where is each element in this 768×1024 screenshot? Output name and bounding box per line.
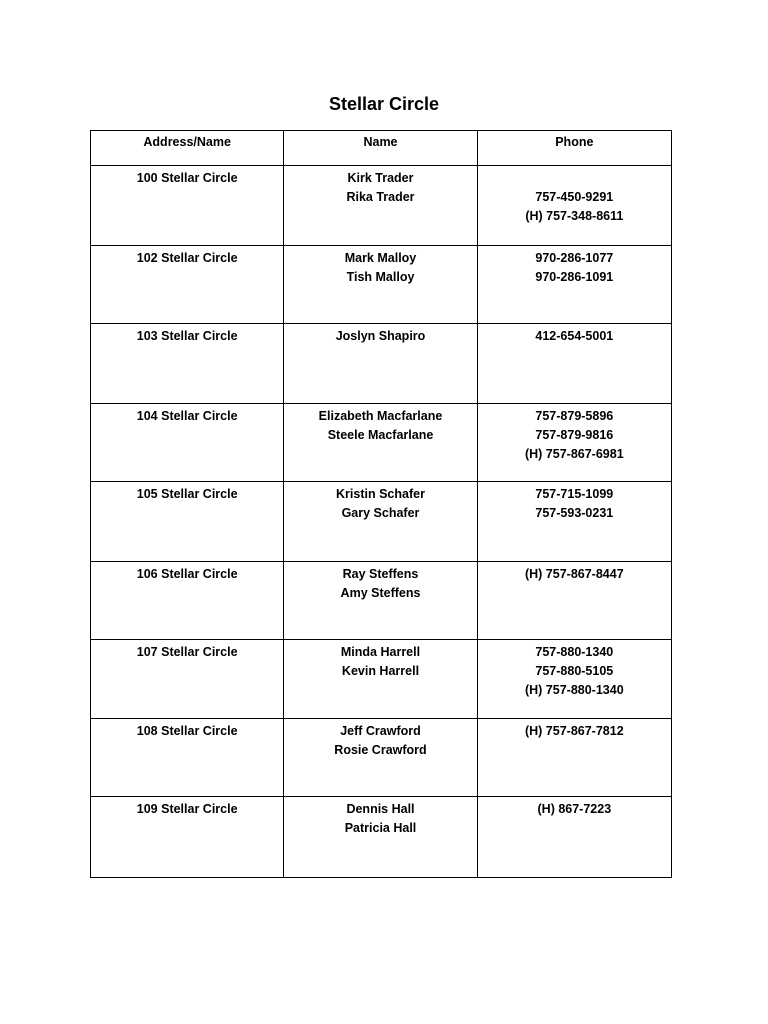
phone-cell [477,324,671,404]
table-body [91,166,672,878]
table-row [91,482,672,562]
name-cell [284,797,477,878]
resident-name: Gary Schafer [341,506,420,520]
address-cell [91,166,284,246]
name-cell [284,246,477,324]
phone-number: 757-880-1340 [535,645,614,659]
header-row [91,131,672,166]
name-cell [284,166,477,246]
address-cell [91,562,284,640]
header-name: Name [284,131,477,166]
resident-name: Steele Macfarlane [327,428,434,442]
name-cell [284,482,477,562]
phone-number: 757-450-9291 [535,190,614,204]
phone-number: 757-879-9816 [535,428,614,442]
phone-number: (H) 757-867-7812 [524,724,624,738]
resident-name: Patricia Hall [344,821,417,835]
resident-name: Tish Malloy [346,270,415,284]
address-text: 107 Stellar Circle [136,645,238,659]
table-row [91,404,672,482]
resident-name: Jeff Crawford [340,724,421,738]
resident-name: Ray Steffens [342,567,419,581]
resident-name: Joslyn Shapiro [335,329,426,343]
name-cell [284,640,477,719]
phone-number: 970-286-1077 [535,251,614,265]
resident-name: Kirk Trader [347,171,414,185]
resident-name: Dennis Hall [346,802,415,816]
table-row [91,324,672,404]
resident-name: Kevin Harrell [341,664,420,678]
name-cell [284,404,477,482]
phone-cell [477,482,671,562]
table-row [91,719,672,797]
address-text: 105 Stellar Circle [136,487,238,501]
resident-name: Kristin Schafer [336,487,425,501]
phone-number: (H) 757-867-8447 [524,567,624,581]
phone-number: 757-880-5105 [535,664,614,678]
phone-number: (H) 757-880-1340 [524,683,624,697]
address-text: 102 Stellar Circle [136,251,238,265]
resident-name: Amy Steffens [340,586,421,600]
table-row [91,797,672,878]
address-text: 108 Stellar Circle [136,724,238,738]
phone-number: 970-286-1091 [535,270,614,284]
phone-cell [477,562,671,640]
directory-table [90,130,672,878]
table-row [91,640,672,719]
phone-number: (H) 867-7223 [537,802,612,816]
address-cell [91,404,284,482]
address-text: 106 Stellar Circle [136,567,238,581]
phone-number: 757-715-1099 [535,487,614,501]
phone-cell [477,404,671,482]
address-cell [91,719,284,797]
address-cell [91,246,284,324]
phone-cell [477,246,671,324]
phone-number: 757-593-0231 [535,506,614,520]
phone-number: (H) 757-867-6981 [524,447,624,461]
address-cell [91,482,284,562]
name-cell [284,719,477,797]
address-cell [91,797,284,878]
table-row [91,246,672,324]
resident-name: Mark Malloy [344,251,417,265]
address-text: 103 Stellar Circle [136,329,238,343]
phone-number: (H) 757-348-8611 [525,209,624,223]
resident-name: Rika Trader [346,190,415,204]
address-text: 109 Stellar Circle [136,802,238,816]
phone-number: 412-654-5001 [535,329,614,343]
table-row [91,166,672,246]
phone-cell [477,166,671,246]
header-address: Address/Name [91,131,284,166]
phone-number [482,169,667,188]
page-title: Stellar Circle [328,94,440,114]
table-row [91,562,672,640]
address-text: 104 Stellar Circle [136,409,238,423]
phone-cell [477,719,671,797]
phone-cell [477,640,671,719]
resident-name: Minda Harrell [340,645,421,659]
phone-number: 757-879-5896 [535,409,614,423]
name-cell [284,562,477,640]
header-phone: Phone [477,131,671,166]
address-text: 100 Stellar Circle [136,171,238,185]
address-cell [91,324,284,404]
name-cell [284,324,477,404]
resident-name: Rosie Crawford [334,743,427,757]
address-cell [91,640,284,719]
resident-name: Elizabeth Macfarlane [318,409,443,423]
phone-cell [477,797,671,878]
